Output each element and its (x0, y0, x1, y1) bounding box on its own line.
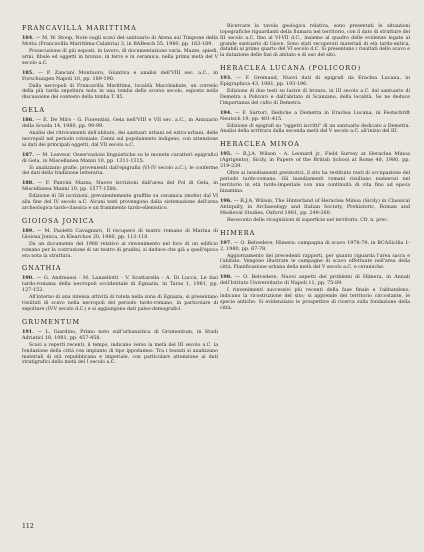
entry-summary: Oltre ai insediamenti preistorici, il sito ha restituito resti di occupazione del periodo tardo-romano. Gli insediamenti romani risultano numerosi nel territorio in età tardo-imperiale con una continuità di vita fino ad epoca bizantina. (220, 171, 410, 194)
entry-citation: — M. Paoletti Cavagnaro, Il recupero di teatro romano di Marina di Gioiosa Jonica, in Klearchos 20, 1980, pp. 113-118. (22, 227, 218, 240)
section-heading: GNATHIA (22, 264, 62, 273)
bibliography-section (22, 217, 218, 260)
entry-number: 191. (22, 328, 34, 335)
section-heading: HERACLEA LUCANA (POLICORO) (220, 64, 362, 73)
entry-citation: — F. Sartori, Dediche a Demetra in Eraclea Lucana, in Festschrift Neutsch 19, pp. 401-415. (220, 109, 410, 122)
entry-summary: Edizione di epigrafi su "oggetti iscritti" di un santuario dedicato a Demetra. Analisi della scrittura dalla seconda metà del V secolo a.C. all'inizio del III. (220, 123, 410, 135)
bibliography-entry (220, 198, 410, 216)
section-heading: GRUMENTUM (22, 317, 81, 326)
entry-number: 186. (22, 117, 34, 124)
bibliography-section (220, 24, 410, 59)
bibliography-entry (220, 240, 410, 252)
page-number: 112 (22, 523, 34, 530)
bibliography-section (22, 24, 218, 101)
bibliography-section (220, 64, 410, 135)
entry-citation: — R.J.A. Wilson, The Hinterland of Heraclea Minoa (Sicily) in Classical Antiquity, in Archaeology and Italian Society, Prehistoric, Roman and Medieval Studies, Oxford 1981, pp. 249-260. (220, 197, 410, 216)
entry-citation: — R.J.A. Wilson - A. Leonard jr., Field Survey at Heraclea Minoa (Agrigento), Sicily, in Papers of the British School at Rome 48, 1980, pp. 219-239. (220, 151, 410, 170)
entry-citation: — G. Andreassi - M. Lanzellotti - V. Scattarella - A. Di Lucca, Le fasi tardo-romana della necropoli occidentale di Egnazia, in Taras 1, 1981, pp. 127-152. (22, 275, 219, 294)
entry-summary: Edizione di 58 iscrizioni, prevalentemente graffite su ceramica (molte) dal VI alla fine del IV secolo a.C. Alcuni testi provengono dalla sistemazione dell'area archeologica tardo-classica e un frammento tardo-ellenistico. (22, 194, 218, 211)
entry-citation: — P. Zancani Montuoro, Giuntiva e analisi dell'VIII sec. a.C., in Forschungen Napoli 10, pp. 189-190. (22, 69, 219, 82)
bibliography-entry (22, 70, 218, 82)
bibliography-entry (22, 117, 218, 129)
entry-citation: — E. De Miro - G. Fiorentini, Gela nell'VIII e VII sec. a.C., in Annuario della Scuola 14, 1980, pp. 90-99. (22, 117, 219, 130)
section-heading: FRANCAVILLA MARITTIMA (22, 24, 137, 32)
entry-summary: Edizione di due testi su lastre di bronzo, in III secolo a.C. dal santuario di Demetra a Policoro e dall'abitato di Scanzano, della località. Se ne deduce l'importanza del culto di Demetra. (220, 89, 410, 106)
entry-summary: Aggiornamento dei precedenti rapporti, per quanto riguarda l'area sacra e l'abitato. Vengono illustrate le campagne di scavo effettuate nell'area della città. Pianificazione urbana della metà del V secolo a.C. e ceramiche. (220, 253, 410, 271)
entry-number: 189. (22, 227, 34, 234)
entry-summary: Resoconto delle ricognizioni di superficie nel territorio. Cfr. n. prec. (227, 217, 389, 223)
bibliography-entry (22, 228, 218, 240)
left-column (22, 24, 218, 371)
entry-summary: All'interno di una intensa attività di tutela nella zona di Egnazia, si presentano risultati di scavo nella necropoli del periodo tardo-romano, in particolare di sepolture (IV-V secolo d.C.) e si aggiungono dati paleo-demografici. (22, 295, 218, 313)
entry-citation: — L. Giardino, Primo noto sull'urbanistica di Grumentum, in Studi Adriatici 18, 1981, pp. 457-458. (22, 328, 218, 341)
bibliography-entry (22, 152, 218, 164)
section-heading: HERACLEA MINOA (220, 140, 301, 149)
entry-summary: I rinvenimenti successivi più recenti della fase finale e l'abbandono, indicano la ricostruzione del sito; si apprende del territorio circostante, le specie antiche. Si evidenziano le prospettive di ricerca sulla fondazione della città. (220, 288, 410, 311)
bibliography-entry (220, 151, 410, 169)
entry-summary: Da un documento del 1968 relativo al rinvenimento nel foro di un edificio romano per la costruzione di un teatro di gradini, si deduce che già a quell'epoca era nota la struttura. (22, 241, 218, 259)
bibliography-entry (22, 35, 218, 47)
bibliography-entry (220, 75, 410, 87)
entry-citation: — F. Panvini Mazza, Nuove iscrizioni dall'area del Pol di Gela, in Miscellanea Manni 10, pp. 1577-1588. (22, 180, 218, 193)
entry-number: 190. (22, 275, 34, 282)
entry-citation: — O. Belvedere, Himera: campagna di scavo 1978-79, in BCASicilia 1-2, 1980, pp. 67-78. (220, 239, 410, 252)
entry-citation: — M. Lesveur, Osservazioni linguistiche su le monete caratteri epigrafici di Gela, in Miscellanea Manni 10, pp. 1311-1315. (22, 151, 218, 164)
entry-summary: Si analizzano grafie, provenienti dall'epigrafia (VI-IV secolo a.C.), le conferme dei dati della tradizione letteraria. (22, 165, 218, 177)
entry-summary: Analisi dei ritrovamenti dell'abitato, dei santuari urbani ed extra-urbani, delle necropoli nel periodo coloniale. Cenni sul popolamento indigeno, con attenzione ai dati dei principali oggetti, dal VII secolo a.C. (22, 131, 218, 148)
bibliography-entry (220, 110, 410, 122)
bibliography-section (22, 264, 218, 313)
bibliography-section (220, 140, 410, 223)
entry-summary: Dalla necropoli di Francavilla Marittima, località Macchiabate, un corredo della più tarda sepoltura nota in una tomba dello scorso secolo, esposta nella discussione del contesto della tomba T. 85. (22, 83, 218, 101)
entry-number: 185. (22, 69, 34, 76)
entry-number: 195. (220, 151, 232, 158)
bibliography-entry (220, 274, 410, 286)
entry-citation: — F. Gremaud, Nuovi dati di epigrafi da Eraclea Lucana, in Epigraphica 43, 1981, pp. 193-196. (220, 75, 410, 88)
bibliography-section (22, 106, 218, 212)
entry-number: 188. (22, 180, 34, 187)
entry-citation: — O. Belvedere, Nuovi aspetti dei problemi di Himera, in Annali dell'Istituto Universitario di Napoli 11, pp. 75-89. (220, 274, 410, 287)
entry-number: 184. (22, 35, 34, 41)
entry-number: 198. (220, 274, 232, 281)
bibliography-entry (22, 329, 218, 341)
entry-summary: Prosecuzione di più esposti, in lavoro, di documentazione varia. Mazze, spiedi, armi, fibule ed oggetti in bronzo, in ferro e in ceramica, nella prima metà del V secolo a.C. (22, 49, 218, 66)
section-heading: HIMERA (220, 228, 256, 237)
entry-citation: — M. W. Stoop, Note sugli scavi del santuario di Atena sul Timpone della Motta (Francavilla Marittima-Calabria) 3, in BABesch 55, 1980, pp. 163-189. (22, 35, 218, 47)
entry-number: 197. (220, 239, 232, 246)
bibliography-section (22, 318, 218, 366)
entry-number: 187. (22, 151, 34, 158)
right-column (220, 24, 410, 316)
section-heading: GIOIOSA JONICA (22, 216, 95, 225)
entry-number: 194. (220, 109, 232, 116)
section-heading: GELA (22, 106, 46, 115)
entry-number: 196. (220, 197, 232, 204)
bibliography-entry (22, 275, 218, 293)
entry-summary: Scavi a reperti recenti, il tempo, indicano verso la metà del III secolo a.C. la fondazione della città con impianto di tipo ippodameo. Tra i tessuti si analizzano materiali di età repubblicana e imperiale, con particolare attenzione ai dati stratigrafici della metà del I secolo a.C. (22, 342, 218, 366)
entry-summary: Ricercare la tavola geologica relativa, sono presentati le situazioni topografiche riguardanti della fiumara nel territorio, con il dato di strutture del III secolo a.C. fino al VI-VII d.C., insieme al quadro delle evidenze legate al grande santuario di Giove. Sono stati recuperati materiali di età tardo-antica, databili al primo quarto del VI secolo d.C. Si presentano i risultati dello scavo e la datazione delle fasi di abitato e di uso del sito. (220, 24, 410, 59)
entry-number: 193. (220, 75, 232, 82)
bibliography-section (220, 229, 410, 312)
bibliography-entry (22, 180, 218, 192)
